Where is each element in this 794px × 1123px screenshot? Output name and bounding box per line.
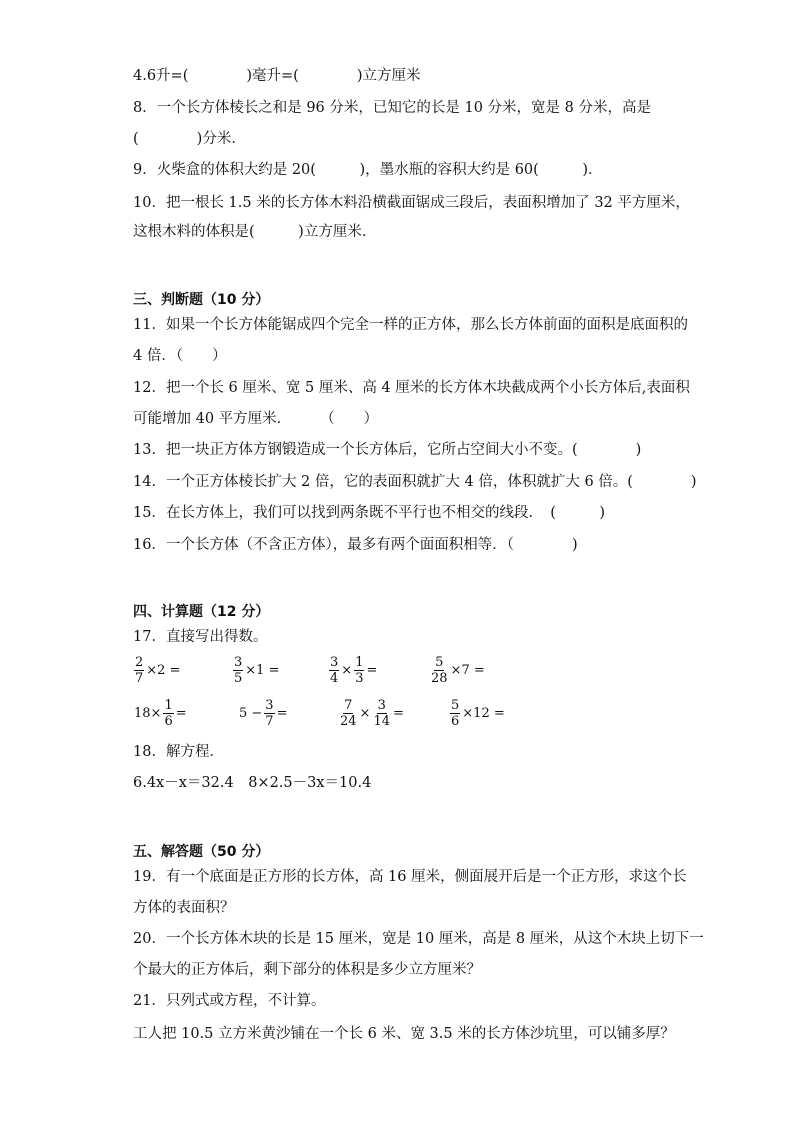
expression-head: 18× [134,706,162,721]
fraction [339,698,358,729]
fraction [163,698,173,729]
fraction [134,655,144,686]
denominator: 6 [451,714,460,729]
question-15: 15．在长方体上，我们可以找到两条既不平行也不相交的线段． ( ) [133,505,606,521]
numerator: 2 [135,655,144,670]
expression-tail: ×2 = [146,663,181,678]
expression-tail: = [276,706,288,721]
expression-tail: ×12 = [462,706,505,721]
numerator: 3 [265,698,274,713]
calc-item-4 [429,655,486,686]
fraction [264,698,274,729]
calc-item-3 [328,655,378,686]
calc-item-8 [449,698,506,729]
numerator: 1 [164,698,173,713]
fraction [233,655,243,686]
question-16: 16．一个长方体（不含正方体），最多有两个面面积相等．（ ) [133,537,578,553]
operator: × [341,663,353,678]
section-4-title: 四、计算题（12 分） [133,604,270,620]
numerator: 5 [435,655,444,670]
question-19-line2: 方体的表面积？ [133,900,235,916]
question-8-line1: 8．一个长方体棱长之和是 96 分米，已知它的长是 10 分米，宽是 8 分米，高是 [133,100,652,116]
question-21-problem: 工人把 10.5 立方米黄沙铺在一个长 6 米、宽 3.5 米的长方体沙坑里，可以铺多厚？ [133,1026,675,1042]
question-10-line1: 10．把一根长 1.5 米的长方体木料沿横截面锯成三段后，表面积增加了 32 平方厘米， [133,195,690,211]
numerator: 3 [234,655,243,670]
fill-blank-q7-continuation: 4.6升=( )毫升=( )立方厘米 [133,68,421,84]
denominator: 28 [431,671,448,686]
denominator: 7 [265,714,274,729]
expression-head: 5 − [239,706,263,721]
question-18: 18．解方程． [133,744,224,760]
denominator: 3 [355,671,364,686]
fraction [430,655,449,686]
numerator: 3 [377,698,386,713]
fraction [372,698,391,729]
question-20-line2: 个最大的正方体后，剩下部分的体积是多少立方厘米？ [133,962,481,978]
denominator: 6 [164,714,173,729]
question-14: 14．一个正方体棱长扩大 2 倍，它的表面积就扩大 4 倍，体积就扩大 6 倍。( ) [133,474,697,490]
denominator: 7 [135,671,144,686]
expression-tail: = [366,663,378,678]
expression-tail: ×1 = [245,663,280,678]
question-8-line2: ( )分米． [133,131,246,147]
question-11-line2: 4 倍．（ ） [133,348,227,364]
question-21: 21．只列式或方程，不计算。 [133,993,326,1009]
calc-item-1 [133,655,181,686]
section-5-title: 五、解答题（50 分） [133,844,270,860]
question-12-line2: 可能增加 40 平方厘米． （ ） [133,411,379,427]
numerator: 7 [344,698,353,713]
question-12-line1: 12．把一个长 6 厘米、宽 5 厘米、高 4 厘米的长方体木块截成两个小长方体后,表面积 [133,380,690,396]
calc-item-2 [232,655,280,686]
question-13: 13．把一块正方体方钢锻造成一个长方体后，它所占空间大小不变。( ) [133,442,642,458]
calc-item-6 [238,698,288,729]
fraction [354,655,364,686]
denominator: 5 [234,671,243,686]
expression-tail: ×7 = [450,663,485,678]
question-17: 17．直接写出得数。 [133,629,268,645]
fraction [329,655,339,686]
numerator: 1 [355,655,364,670]
question-20-line1: 20．一个长方体木块的长是 15 厘米，宽是 10 厘米，高是 8 厘米，从这个木块上切下一 [133,931,704,947]
question-11-line1: 11．如果一个长方体能锯成四个完全一样的正方体，那么长方体前面的面积是底面积的 [133,317,688,333]
expression-tail: = [175,706,187,721]
equations: 6.4x－x＝32.4 8×2.5－3x＝10.4 [133,775,372,791]
fraction [450,698,460,729]
denominator: 24 [340,714,357,729]
question-10-line2: 这根木料的体积是( )立方厘米． [133,224,377,240]
numerator: 3 [330,655,339,670]
section-3-title: 三、判断题（10 分） [133,292,270,308]
numerator: 5 [451,698,460,713]
operator: × [359,706,371,721]
calc-item-5 [133,698,188,729]
expression-tail: = [393,706,404,721]
calc-item-7 [338,698,405,729]
question-19-line1: 19．有一个底面是正方形的长方体，高 16 厘米，侧面展开后是一个正方形，求这个长 [133,869,687,885]
denominator: 4 [330,671,339,686]
question-9: 9．火柴盒的体积大约是 20( )，墨水瓶的容积大约是 60( )． [133,162,603,178]
denominator: 14 [373,714,390,729]
